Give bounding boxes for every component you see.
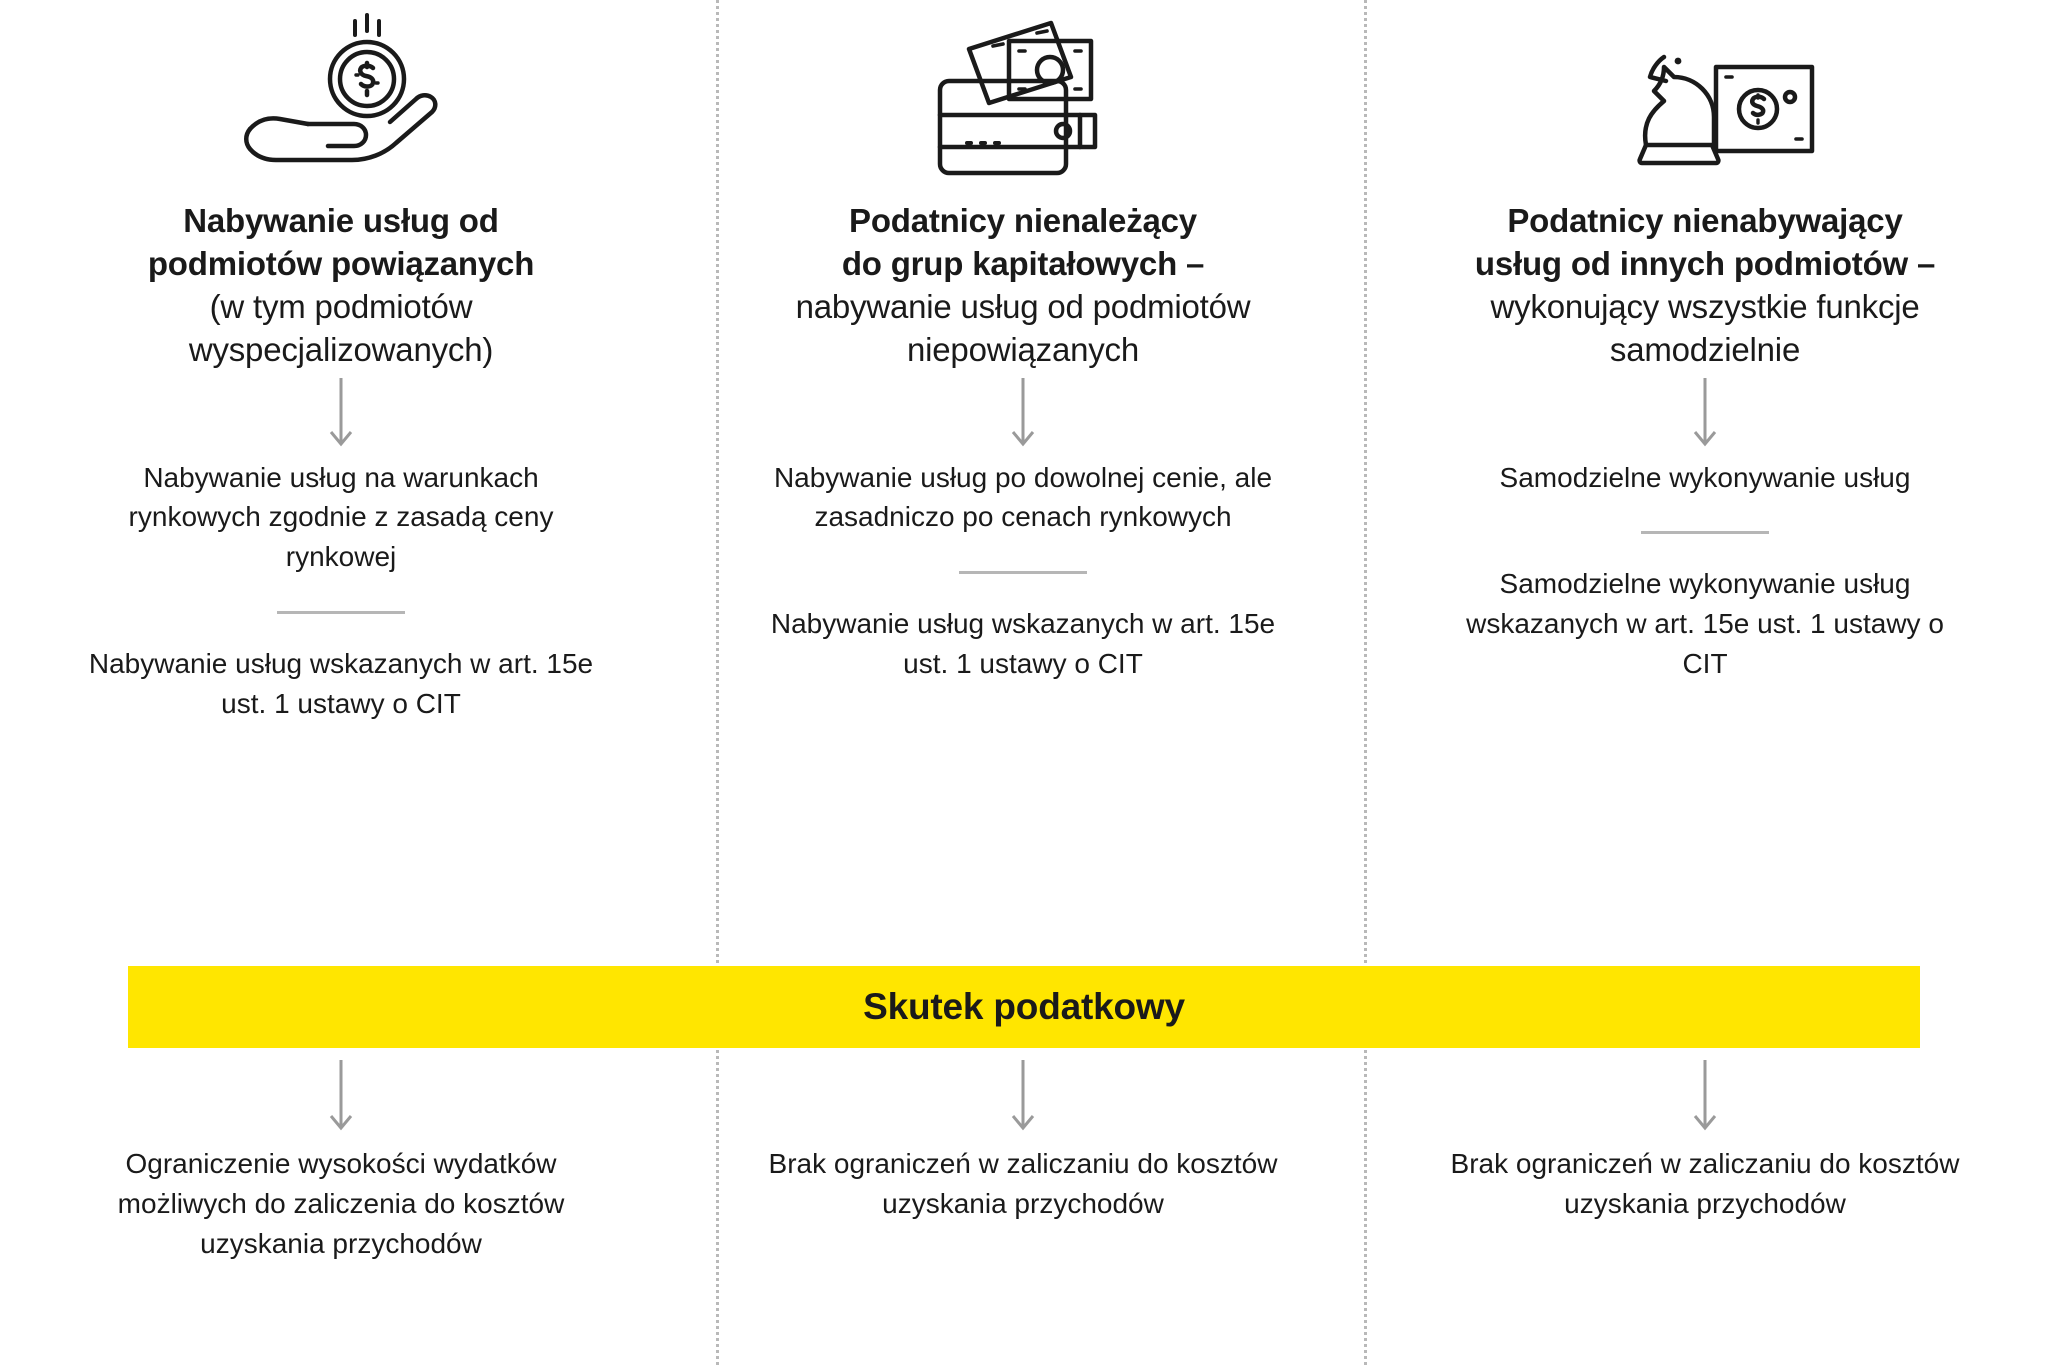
column-1-separator — [277, 611, 405, 614]
column-2-subheading-line2: niepowiązanych — [906, 330, 1140, 368]
outcome-text-1: Ograniczenie wysokości wydatków możliwych do zaliczenia do kosztów uzyskania przychodów — [117, 1148, 565, 1259]
chess-knight-banknote-icon — [1444, 0, 1966, 200]
column-1-block-1: Nabywanie usług na warunkach rynkowych zgodnie z zasadą ceny rynkowej — [128, 461, 554, 573]
arrow-down-icon — [762, 372, 1284, 458]
outcome-text-3: Brak ograniczeń w zaliczaniu do kosztów uzyskania przychodów — [1450, 1148, 1960, 1219]
column-3-subheading-line1: wykonujący wszystkie funkcje — [1490, 287, 1920, 325]
column-2-block-2: Nabywanie usług wskazanych w art. 15e ust. 1 ustawy o CIT — [770, 608, 1276, 679]
column-2-block-1: Nabywanie usług po dowolnej cenie, ale zasadniczo po cenach rynkowych — [773, 461, 1273, 533]
tax-effect-band — [128, 966, 1920, 1048]
column-1-heading — [80, 200, 602, 286]
tax-effect-band-label: Skutek podatkowy — [863, 986, 1185, 1027]
column-1-subheading — [80, 286, 602, 372]
outcome-column-3 — [1364, 1048, 2046, 1263]
outcome-column-2 — [682, 1048, 1364, 1263]
column-1-subheading-line2: wyspecjalizowanych) — [188, 330, 494, 368]
arrow-down-icon — [754, 1048, 1292, 1144]
column-2-heading-line1: Podatnicy nienależący — [849, 202, 1197, 239]
column-3-subheading — [1444, 286, 1966, 372]
column-1-heading-line1: Nabywanie usług od — [183, 202, 499, 239]
column-2-subheading-line1: nabywanie usług od podmiotów — [795, 287, 1251, 325]
column-2-subheading — [762, 286, 1284, 372]
arrow-down-icon — [1436, 1048, 1974, 1144]
column-1-block-2: Nabywanie usług wskazanych w art. 15e ust. 1 ustawy o CIT — [88, 647, 594, 719]
column-3-block-1: Samodzielne wykonywanie usług — [1499, 461, 1911, 493]
outcome-column-1 — [0, 1048, 682, 1263]
column-3-separator — [1641, 531, 1769, 534]
column-3-heading-line2: usług od innych podmiotów – — [1474, 244, 1936, 282]
outcome-text-2: Brak ograniczeń w zaliczaniu do kosztów uzyskania przychodów — [768, 1148, 1278, 1219]
arrow-down-icon — [80, 372, 602, 458]
column-1-subheading-line1: (w tym podmiotów — [209, 287, 473, 325]
hand-holding-coin-icon — [80, 0, 602, 200]
column-3-heading — [1444, 200, 1966, 286]
wallet-banknotes-icon — [762, 0, 1284, 200]
column-2-heading — [762, 200, 1284, 286]
column-2-separator — [959, 571, 1087, 574]
column-1-heading-line2: podmiotów powiązanych — [147, 244, 535, 282]
diagram-column-1 — [0, 0, 682, 723]
column-3-heading-line1: Podatnicy nienabywający — [1507, 202, 1903, 239]
column-3-block-2: Samodzielne wykonywanie usług wskazanych w art. 15e ust. 1 ustawy o CIT — [1466, 568, 1944, 679]
diagram-lower-columns — [0, 1048, 2048, 1263]
arrow-down-icon — [1444, 372, 1966, 458]
column-2-heading-line2: do grup kapitałowych – — [841, 244, 1205, 282]
column-3-subheading-line2: samodzielnie — [1609, 330, 1801, 368]
arrow-down-icon — [72, 1048, 610, 1144]
diagram-column-2 — [682, 0, 1364, 723]
diagram-column-3 — [1364, 0, 2046, 723]
